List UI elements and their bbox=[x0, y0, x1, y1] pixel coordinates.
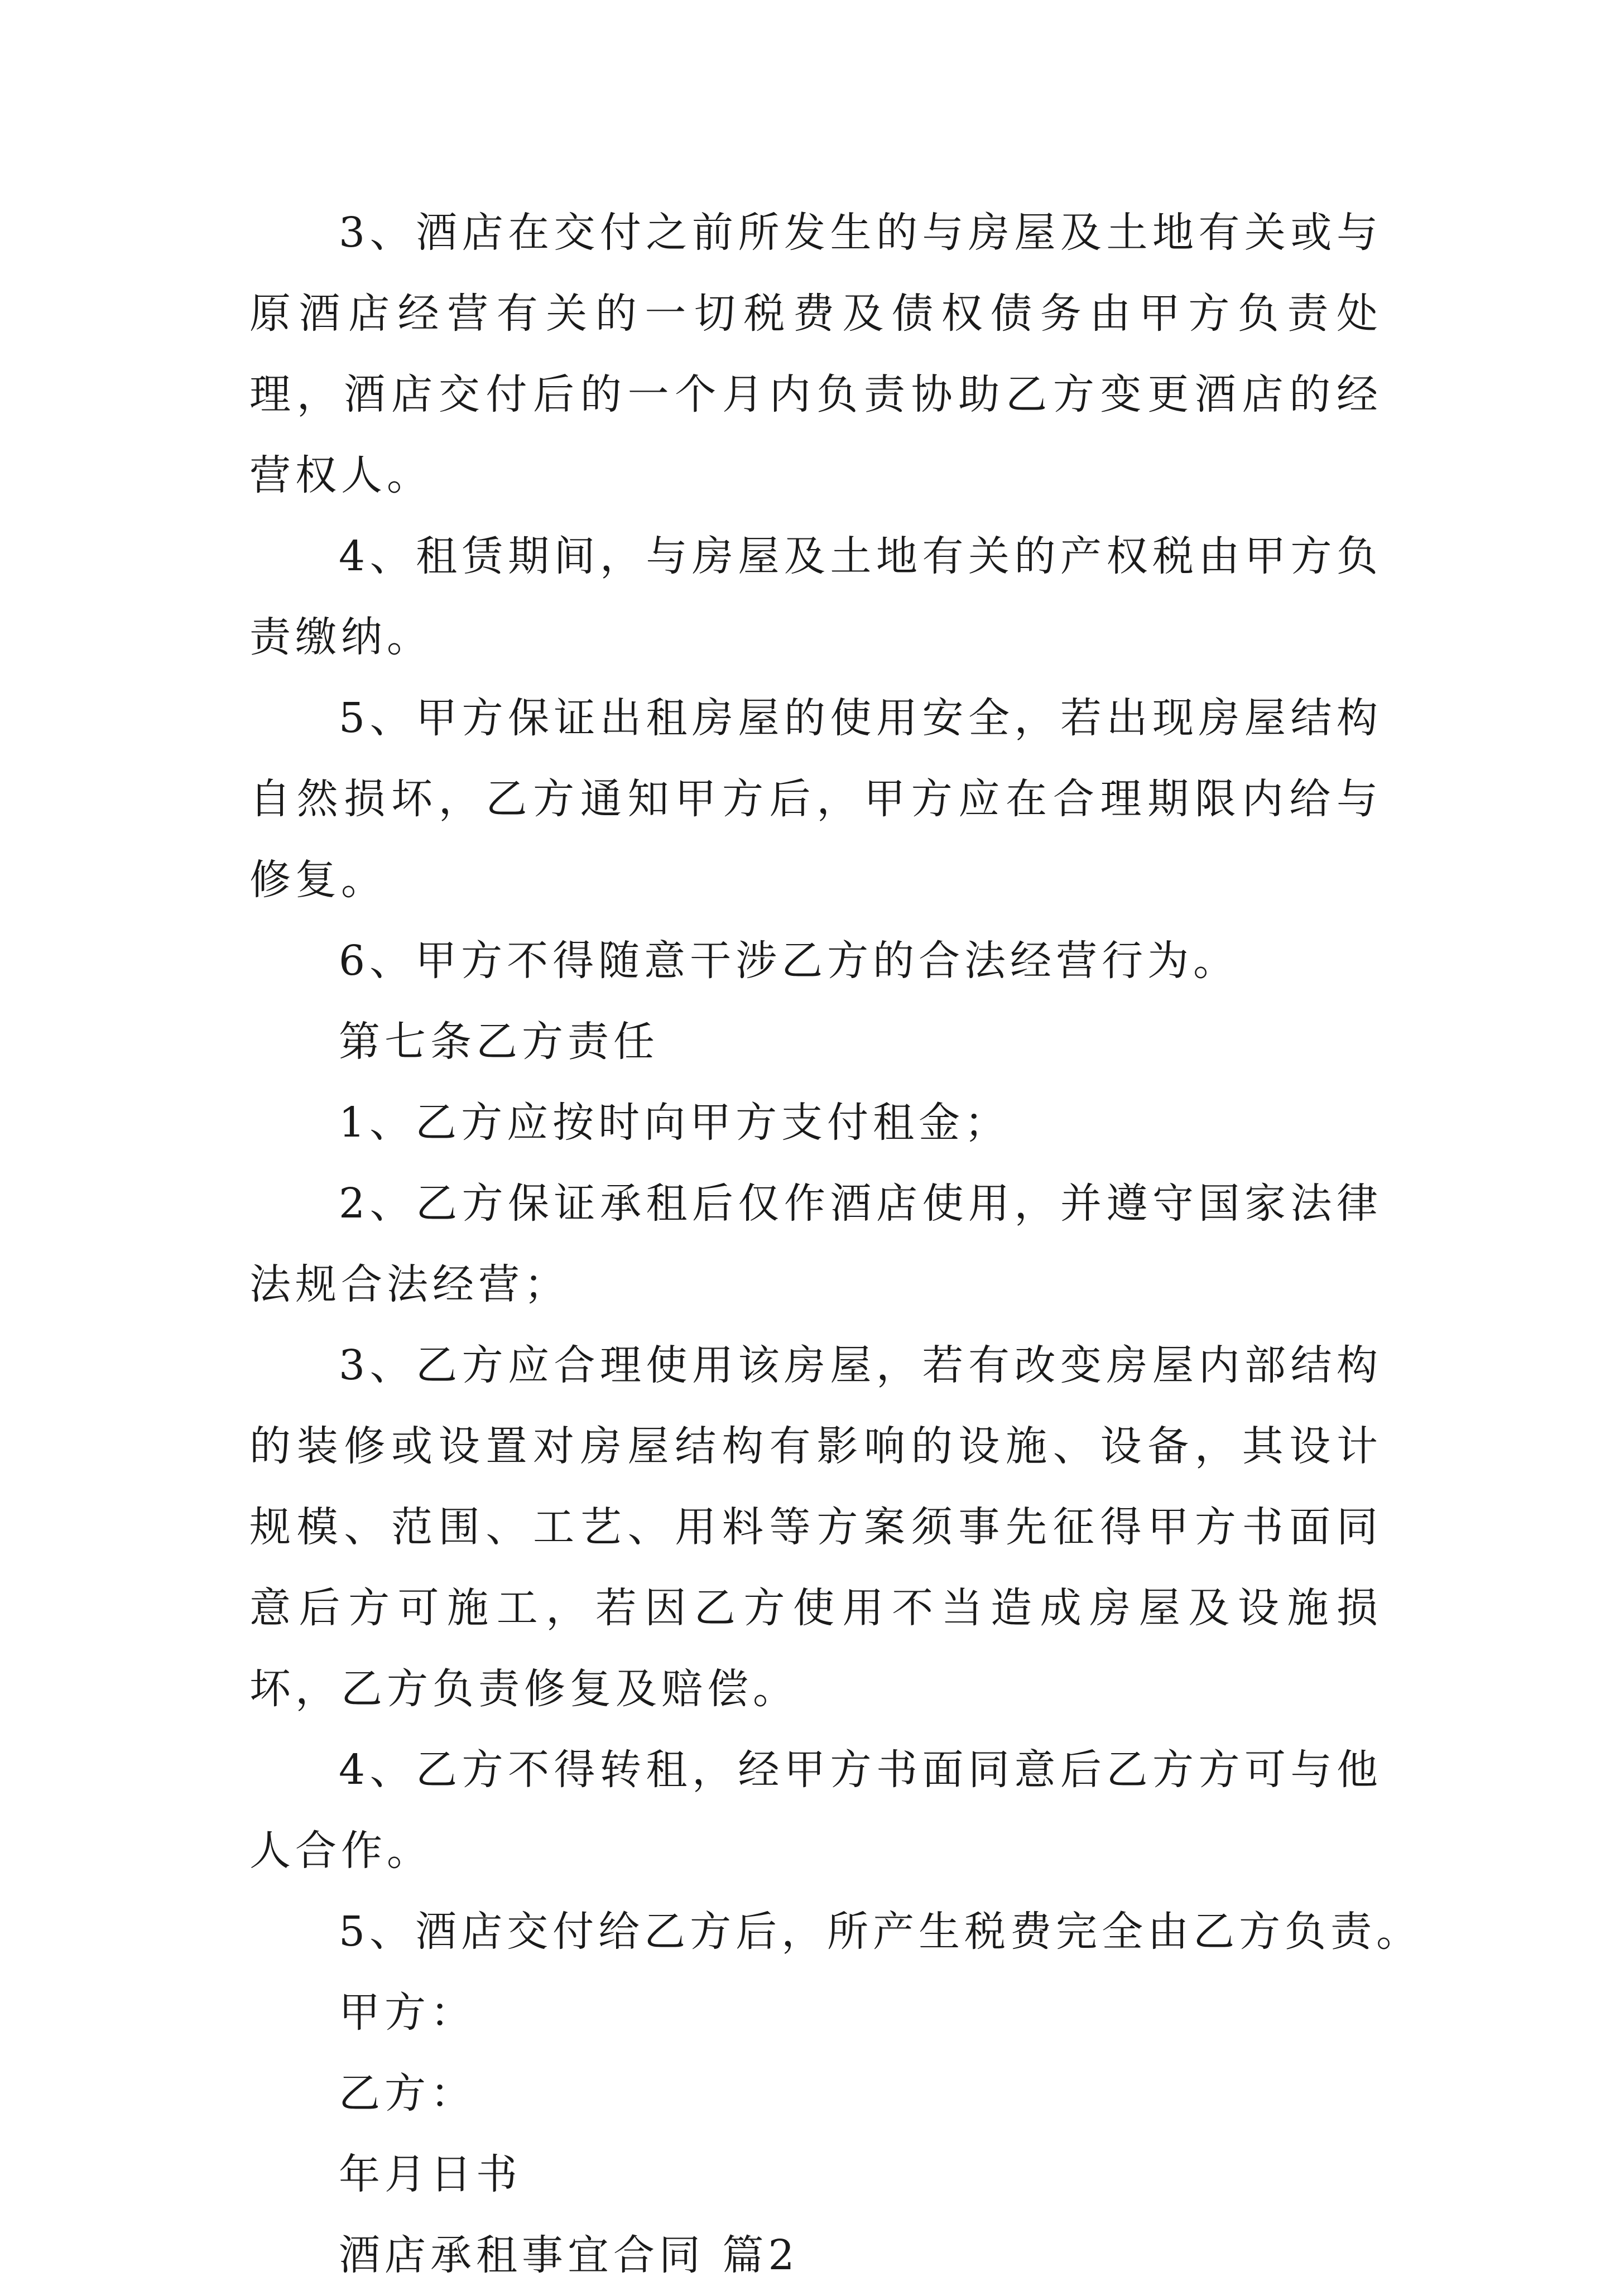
clause-6-item-6: 6、甲方不得随意干涉乙方的合法经营行为。 bbox=[339, 937, 1239, 985]
party-b-signature-line: 乙方： bbox=[339, 2069, 476, 2117]
clause-7-item-1: 1、乙方应按时向甲方支付租金； bbox=[339, 1099, 1011, 1147]
date-line: 年月日书 bbox=[339, 2150, 522, 2198]
section-title: 酒店承租事宜合同 篇2 bbox=[339, 2231, 799, 2279]
clause-7-item-2: 2、乙方保证承租后仅作酒店使用，并遵守国家法律法规合法经营； bbox=[249, 1180, 1382, 1308]
clause-7-item-4: 4、乙方不得转租，经甲方书面同意后乙方方可与他人合作。 bbox=[249, 1746, 1382, 1875]
clause-6-item-3: 3、酒店在交付之前所发生的与房屋及土地有关或与原酒店经营有关的一切税费及债权债务由甲方负责处理，酒店交付后的一个月内负责协助乙方变更酒店的经营权人。 bbox=[249, 209, 1382, 499]
clause-6-item-5: 5、甲方保证出租房屋的使用安全，若出现房屋结构自然损坏，乙方通知甲方后，甲方应在合理期限内给与修复。 bbox=[249, 694, 1382, 904]
clause-6-item-4: 4、租赁期间，与房屋及土地有关的产权税由甲方负责缴纳。 bbox=[249, 532, 1382, 661]
document-body bbox=[249, 192, 1422, 2296]
clause-7-item-5: 5、酒店交付给乙方后，所产生税费完全由乙方负责。 bbox=[339, 1908, 1422, 1956]
party-a-signature-line: 甲方： bbox=[339, 1989, 476, 2037]
clause-7-heading: 第七条乙方责任 bbox=[339, 1018, 659, 1066]
clause-7-item-3: 3、乙方应合理使用该房屋，若有改变房屋内部结构的装修或设置对房屋结构有影响的设施、设备，其设计规模、范围、工艺、用料等方案须事先征得甲方书面同意后方可施工，若因乙方使用不当造成房屋及设施损坏，乙方负责修复及赔偿。 bbox=[249, 1341, 1382, 1713]
